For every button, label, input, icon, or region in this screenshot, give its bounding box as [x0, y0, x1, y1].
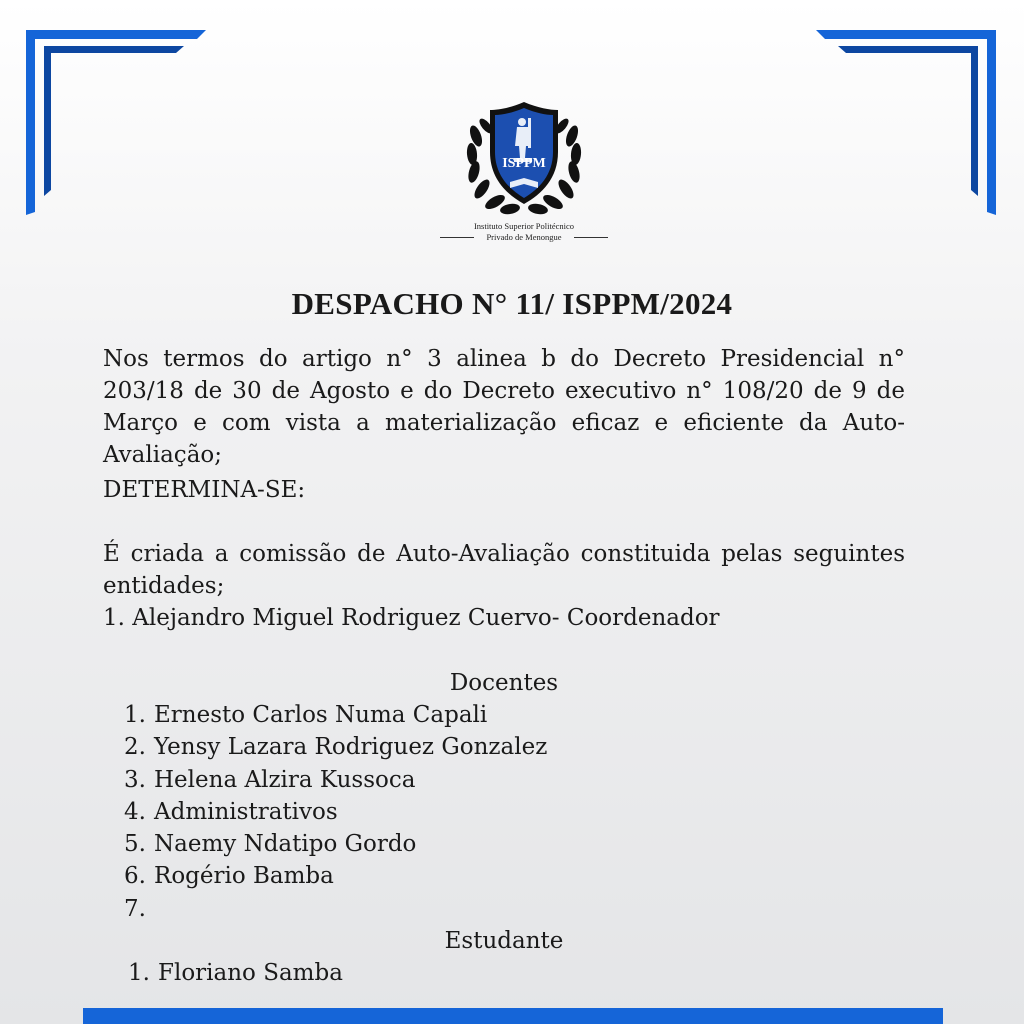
- bottom-accent-bar: [83, 1008, 943, 1024]
- logo-divider-right: [574, 237, 608, 238]
- corner-bracket-right: [811, 30, 996, 215]
- list-item: 1. Ernesto Carlos Numa Capali: [124, 702, 488, 728]
- member-name: Helena Alzira Kussoca: [154, 766, 416, 793]
- member-name: Yensy Lazara Rodriguez Gonzalez: [154, 734, 548, 761]
- list-item: 1. Floriano Samba: [128, 960, 343, 986]
- intro-paragraph: Nos termos do artigo n° 3 alinea b do Decreto Presidencial n° 203/18 de 30 de Agosto e do Decreto executivo n° 108/20 de 9 de Março e com vista a materialização eficaz e eficiente da Auto-Avaliação;: [103, 346, 905, 468]
- list-item: 6. Rogério Bamba: [124, 863, 334, 890]
- member-name: Rogério Bamba: [154, 863, 334, 890]
- determine-heading: DETERMINA-SE:: [103, 477, 306, 503]
- list-item: 5. Naemy Ndatipo Gordo: [124, 831, 417, 858]
- coordinator-line: 1. Alejandro Miguel Rodriguez Cuervo- Coordenador: [103, 605, 720, 631]
- member-name: Floriano Samba: [158, 960, 343, 986]
- institution-logo: [436, 96, 612, 246]
- docentes-heading: Docentes: [449, 670, 559, 696]
- docentes-list: [124, 699, 547, 925]
- member-name: Naemy Ndatipo Gordo: [154, 831, 417, 858]
- member-name: Ernesto Carlos Numa Capali: [154, 702, 488, 728]
- creation-paragraph: É criada a comissão de Auto-Avaliação constituida pelas seguintes entidades;: [103, 541, 905, 599]
- institution-name-line2: Privado de Menongue: [486, 232, 562, 242]
- document-title: DESPACHO N° 11/ ISPPM/2024: [291, 286, 733, 321]
- list-item: 3. Helena Alzira Kussoca: [124, 766, 416, 793]
- estudante-heading: Estudante: [444, 928, 564, 954]
- list-item: 7.: [124, 895, 146, 922]
- estudante-list: [128, 957, 343, 989]
- list-item: 2. Yensy Lazara Rodriguez Gonzalez: [124, 734, 548, 761]
- member-name: Administrativos: [154, 798, 338, 825]
- logo-acronym: ISPPM: [502, 156, 546, 171]
- list-item: 4. Administrativos: [124, 798, 338, 825]
- institution-name-line1: Instituto Superior Politécnico: [473, 221, 575, 231]
- corner-bracket-left: [26, 30, 211, 215]
